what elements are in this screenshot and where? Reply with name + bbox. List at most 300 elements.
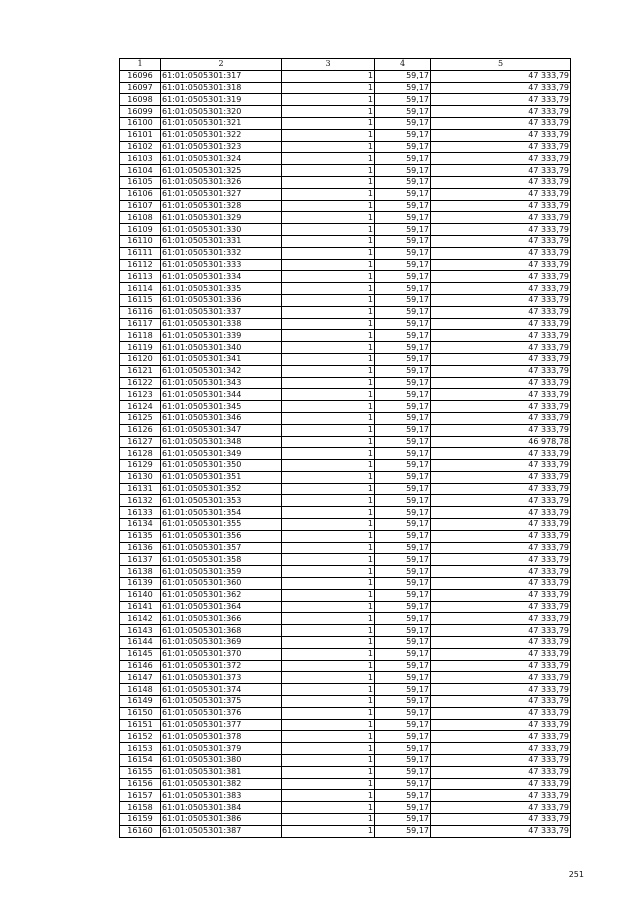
value-cell: 47 333,79	[431, 743, 571, 755]
value-cell: 47 333,79	[431, 342, 571, 354]
value-cell: 47 333,79	[431, 259, 571, 271]
row-number-cell: 16135	[120, 530, 161, 542]
value-cell: 47 333,79	[431, 542, 571, 554]
table-row	[120, 271, 571, 283]
cadastral-number-cell: 61:01:0505301:382	[161, 778, 282, 790]
quantity-cell: 1	[282, 766, 375, 778]
row-number-cell: 16100	[120, 117, 161, 129]
table-row	[120, 578, 571, 590]
area-cell: 59,17	[375, 731, 431, 743]
row-number-cell: 16099	[120, 106, 161, 118]
quantity-cell: 1	[282, 755, 375, 767]
cadastral-number-cell: 61:01:0505301:355	[161, 519, 282, 531]
quantity-cell: 1	[282, 389, 375, 401]
row-number-cell: 16141	[120, 601, 161, 613]
table-row	[120, 530, 571, 542]
value-cell: 47 333,79	[431, 353, 571, 365]
cadastral-number-cell: 61:01:0505301:340	[161, 342, 282, 354]
column-header-2: 2	[161, 59, 282, 71]
cadastral-number-cell: 61:01:0505301:370	[161, 648, 282, 660]
row-number-cell: 16121	[120, 365, 161, 377]
cadastral-number-cell: 61:01:0505301:375	[161, 696, 282, 708]
quantity-cell: 1	[282, 814, 375, 826]
value-cell: 47 333,79	[431, 601, 571, 613]
table-row	[120, 601, 571, 613]
row-number-cell: 16122	[120, 377, 161, 389]
area-cell: 59,17	[375, 707, 431, 719]
area-cell: 59,17	[375, 247, 431, 259]
quantity-cell: 1	[282, 318, 375, 330]
row-number-cell: 16124	[120, 401, 161, 413]
quantity-cell: 1	[282, 802, 375, 814]
cadastral-number-cell: 61:01:0505301:359	[161, 566, 282, 578]
cadastral-number-cell: 61:01:0505301:378	[161, 731, 282, 743]
quantity-cell: 1	[282, 448, 375, 460]
table-row	[120, 637, 571, 649]
quantity-cell: 1	[282, 82, 375, 94]
cadastral-number-cell: 61:01:0505301:369	[161, 637, 282, 649]
row-number-cell: 16110	[120, 235, 161, 247]
quantity-cell: 1	[282, 235, 375, 247]
cadastral-number-cell: 61:01:0505301:318	[161, 82, 282, 94]
row-number-cell: 16152	[120, 731, 161, 743]
row-number-cell: 16144	[120, 637, 161, 649]
area-cell: 59,17	[375, 259, 431, 271]
row-number-cell: 16097	[120, 82, 161, 94]
row-number-cell: 16123	[120, 389, 161, 401]
cadastral-number-cell: 61:01:0505301:331	[161, 235, 282, 247]
table-row	[120, 731, 571, 743]
table-row	[120, 176, 571, 188]
quantity-cell: 1	[282, 200, 375, 212]
row-number-cell: 16154	[120, 755, 161, 767]
quantity-cell: 1	[282, 613, 375, 625]
value-cell: 47 333,79	[431, 507, 571, 519]
quantity-cell: 1	[282, 554, 375, 566]
quantity-cell: 1	[282, 542, 375, 554]
row-number-cell: 16103	[120, 153, 161, 165]
quantity-cell: 1	[282, 589, 375, 601]
table-row	[120, 707, 571, 719]
value-cell: 47 333,79	[431, 766, 571, 778]
quantity-cell: 1	[282, 94, 375, 106]
cadastral-number-cell: 61:01:0505301:320	[161, 106, 282, 118]
row-number-cell: 16109	[120, 224, 161, 236]
quantity-cell: 1	[282, 117, 375, 129]
value-cell: 47 333,79	[431, 106, 571, 118]
area-cell: 59,17	[375, 235, 431, 247]
value-cell: 47 333,79	[431, 589, 571, 601]
table-row	[120, 188, 571, 200]
value-cell: 47 333,79	[431, 802, 571, 814]
table-row	[120, 554, 571, 566]
quantity-cell: 1	[282, 660, 375, 672]
row-number-cell: 16106	[120, 188, 161, 200]
area-cell: 59,17	[375, 153, 431, 165]
cadastral-number-cell: 61:01:0505301:362	[161, 589, 282, 601]
row-number-cell: 16111	[120, 247, 161, 259]
row-number-cell: 16105	[120, 176, 161, 188]
quantity-cell: 1	[282, 330, 375, 342]
table-row	[120, 389, 571, 401]
row-number-cell: 16102	[120, 141, 161, 153]
row-number-cell: 16107	[120, 200, 161, 212]
cadastral-number-cell: 61:01:0505301:364	[161, 601, 282, 613]
area-cell: 59,17	[375, 330, 431, 342]
area-cell: 59,17	[375, 625, 431, 637]
value-cell: 47 333,79	[431, 306, 571, 318]
value-cell: 47 333,79	[431, 460, 571, 472]
area-cell: 59,17	[375, 389, 431, 401]
cadastral-number-cell: 61:01:0505301:346	[161, 412, 282, 424]
quantity-cell: 1	[282, 247, 375, 259]
table-row	[120, 259, 571, 271]
area-cell: 59,17	[375, 271, 431, 283]
cadastral-number-cell: 61:01:0505301:349	[161, 448, 282, 460]
row-number-cell: 16126	[120, 424, 161, 436]
value-cell: 47 333,79	[431, 483, 571, 495]
cadastral-number-cell: 61:01:0505301:317	[161, 70, 282, 82]
row-number-cell: 16125	[120, 412, 161, 424]
row-number-cell: 16112	[120, 259, 161, 271]
table-row	[120, 401, 571, 413]
row-number-cell: 16133	[120, 507, 161, 519]
area-cell: 59,17	[375, 306, 431, 318]
value-cell: 47 333,79	[431, 412, 571, 424]
table-row	[120, 342, 571, 354]
value-cell: 47 333,79	[431, 318, 571, 330]
value-cell: 47 333,79	[431, 530, 571, 542]
table-row	[120, 625, 571, 637]
row-number-cell: 16132	[120, 495, 161, 507]
value-cell: 47 333,79	[431, 165, 571, 177]
area-cell: 59,17	[375, 353, 431, 365]
row-number-cell: 16159	[120, 814, 161, 826]
quantity-cell: 1	[282, 401, 375, 413]
cadastral-number-cell: 61:01:0505301:353	[161, 495, 282, 507]
value-cell: 47 333,79	[431, 578, 571, 590]
table-row	[120, 377, 571, 389]
table-row	[120, 306, 571, 318]
row-number-cell: 16143	[120, 625, 161, 637]
value-cell: 47 333,79	[431, 224, 571, 236]
page-number: 251	[568, 870, 584, 879]
area-cell: 59,17	[375, 188, 431, 200]
table-row	[120, 153, 571, 165]
table-row	[120, 696, 571, 708]
table-row	[120, 283, 571, 295]
value-cell: 47 333,79	[431, 401, 571, 413]
area-cell: 59,17	[375, 672, 431, 684]
area-cell: 59,17	[375, 601, 431, 613]
quantity-cell: 1	[282, 436, 375, 448]
area-cell: 59,17	[375, 460, 431, 472]
table-body	[120, 70, 571, 837]
row-number-cell: 16153	[120, 743, 161, 755]
value-cell: 47 333,79	[431, 141, 571, 153]
quantity-cell: 1	[282, 825, 375, 837]
area-cell: 59,17	[375, 495, 431, 507]
table-row	[120, 542, 571, 554]
row-number-cell: 16117	[120, 318, 161, 330]
cadastral-number-cell: 61:01:0505301:374	[161, 684, 282, 696]
cadastral-number-cell: 61:01:0505301:332	[161, 247, 282, 259]
quantity-cell: 1	[282, 519, 375, 531]
area-cell: 59,17	[375, 294, 431, 306]
quantity-cell: 1	[282, 259, 375, 271]
quantity-cell: 1	[282, 106, 375, 118]
area-cell: 59,17	[375, 743, 431, 755]
value-cell: 47 333,79	[431, 153, 571, 165]
quantity-cell: 1	[282, 483, 375, 495]
value-cell: 47 333,79	[431, 672, 571, 684]
value-cell: 47 333,79	[431, 82, 571, 94]
area-cell: 59,17	[375, 766, 431, 778]
area-cell: 59,17	[375, 176, 431, 188]
cadastral-number-cell: 61:01:0505301:330	[161, 224, 282, 236]
value-cell: 47 333,79	[431, 660, 571, 672]
cadastral-number-cell: 61:01:0505301:342	[161, 365, 282, 377]
cadastral-number-cell: 61:01:0505301:376	[161, 707, 282, 719]
row-number-cell: 16137	[120, 554, 161, 566]
area-cell: 59,17	[375, 519, 431, 531]
quantity-cell: 1	[282, 365, 375, 377]
cadastral-number-cell: 61:01:0505301:387	[161, 825, 282, 837]
cadastral-number-cell: 61:01:0505301:366	[161, 613, 282, 625]
table-row	[120, 483, 571, 495]
cadastral-number-cell: 61:01:0505301:324	[161, 153, 282, 165]
table-row	[120, 814, 571, 826]
area-cell: 59,17	[375, 719, 431, 731]
value-cell: 47 333,79	[431, 613, 571, 625]
cadastral-number-cell: 61:01:0505301:350	[161, 460, 282, 472]
quantity-cell: 1	[282, 578, 375, 590]
quantity-cell: 1	[282, 224, 375, 236]
data-table	[119, 58, 571, 838]
area-cell: 59,17	[375, 790, 431, 802]
area-cell: 59,17	[375, 696, 431, 708]
row-number-cell: 16108	[120, 212, 161, 224]
value-cell: 47 333,79	[431, 648, 571, 660]
value-cell: 47 333,79	[431, 389, 571, 401]
quantity-cell: 1	[282, 342, 375, 354]
value-cell: 47 333,79	[431, 495, 571, 507]
value-cell: 47 333,79	[431, 330, 571, 342]
table-row	[120, 141, 571, 153]
cadastral-number-cell: 61:01:0505301:368	[161, 625, 282, 637]
cadastral-number-cell: 61:01:0505301:338	[161, 318, 282, 330]
cadastral-number-cell: 61:01:0505301:341	[161, 353, 282, 365]
quantity-cell: 1	[282, 707, 375, 719]
cadastral-number-cell: 61:01:0505301:319	[161, 94, 282, 106]
table-row	[120, 235, 571, 247]
cadastral-number-cell: 61:01:0505301:351	[161, 471, 282, 483]
cadastral-number-cell: 61:01:0505301:354	[161, 507, 282, 519]
cadastral-number-cell: 61:01:0505301:343	[161, 377, 282, 389]
quantity-cell: 1	[282, 212, 375, 224]
table-row	[120, 436, 571, 448]
value-cell: 47 333,79	[431, 129, 571, 141]
row-number-cell: 16150	[120, 707, 161, 719]
value-cell: 47 333,79	[431, 247, 571, 259]
area-cell: 59,17	[375, 660, 431, 672]
area-cell: 59,17	[375, 448, 431, 460]
value-cell: 47 333,79	[431, 719, 571, 731]
area-cell: 59,17	[375, 554, 431, 566]
cadastral-number-cell: 61:01:0505301:383	[161, 790, 282, 802]
cadastral-number-cell: 61:01:0505301:372	[161, 660, 282, 672]
quantity-cell: 1	[282, 271, 375, 283]
table-row	[120, 330, 571, 342]
cadastral-number-cell: 61:01:0505301:321	[161, 117, 282, 129]
table-row	[120, 224, 571, 236]
quantity-cell: 1	[282, 176, 375, 188]
cadastral-number-cell: 61:01:0505301:380	[161, 755, 282, 767]
quantity-cell: 1	[282, 601, 375, 613]
cadastral-number-cell: 61:01:0505301:381	[161, 766, 282, 778]
cadastral-number-cell: 61:01:0505301:356	[161, 530, 282, 542]
row-number-cell: 16136	[120, 542, 161, 554]
value-cell: 47 333,79	[431, 566, 571, 578]
area-cell: 59,17	[375, 483, 431, 495]
area-cell: 59,17	[375, 648, 431, 660]
table-row	[120, 566, 571, 578]
table-row	[120, 129, 571, 141]
quantity-cell: 1	[282, 696, 375, 708]
row-number-cell: 16131	[120, 483, 161, 495]
value-cell: 47 333,79	[431, 235, 571, 247]
quantity-cell: 1	[282, 790, 375, 802]
value-cell: 46 978,78	[431, 436, 571, 448]
column-header-3: 3	[282, 59, 375, 71]
row-number-cell: 16156	[120, 778, 161, 790]
row-number-cell: 16138	[120, 566, 161, 578]
quantity-cell: 1	[282, 165, 375, 177]
quantity-cell: 1	[282, 778, 375, 790]
column-header-5: 5	[431, 59, 571, 71]
area-cell: 59,17	[375, 684, 431, 696]
table-row	[120, 365, 571, 377]
cadastral-number-cell: 61:01:0505301:386	[161, 814, 282, 826]
table-row	[120, 660, 571, 672]
value-cell: 47 333,79	[431, 755, 571, 767]
row-number-cell: 16119	[120, 342, 161, 354]
table-row	[120, 766, 571, 778]
row-number-cell: 16145	[120, 648, 161, 660]
quantity-cell: 1	[282, 353, 375, 365]
row-number-cell: 16146	[120, 660, 161, 672]
quantity-cell: 1	[282, 566, 375, 578]
cadastral-number-cell: 61:01:0505301:339	[161, 330, 282, 342]
area-cell: 59,17	[375, 471, 431, 483]
area-cell: 59,17	[375, 578, 431, 590]
value-cell: 47 333,79	[431, 448, 571, 460]
quantity-cell: 1	[282, 507, 375, 519]
row-number-cell: 16142	[120, 613, 161, 625]
quantity-cell: 1	[282, 719, 375, 731]
value-cell: 47 333,79	[431, 778, 571, 790]
cadastral-number-cell: 61:01:0505301:325	[161, 165, 282, 177]
area-cell: 59,17	[375, 94, 431, 106]
cadastral-number-cell: 61:01:0505301:379	[161, 743, 282, 755]
cadastral-number-cell: 61:01:0505301:384	[161, 802, 282, 814]
row-number-cell: 16129	[120, 460, 161, 472]
area-cell: 59,17	[375, 401, 431, 413]
row-number-cell: 16140	[120, 589, 161, 601]
column-header-4: 4	[375, 59, 431, 71]
value-cell: 47 333,79	[431, 424, 571, 436]
area-cell: 59,17	[375, 200, 431, 212]
table-row	[120, 613, 571, 625]
row-number-cell: 16115	[120, 294, 161, 306]
table-row	[120, 212, 571, 224]
row-number-cell: 16158	[120, 802, 161, 814]
value-cell: 47 333,79	[431, 271, 571, 283]
quantity-cell: 1	[282, 625, 375, 637]
row-number-cell: 16151	[120, 719, 161, 731]
cadastral-number-cell: 61:01:0505301:357	[161, 542, 282, 554]
row-number-cell: 16118	[120, 330, 161, 342]
row-number-cell: 16104	[120, 165, 161, 177]
cadastral-number-cell: 61:01:0505301:327	[161, 188, 282, 200]
table-row	[120, 200, 571, 212]
cadastral-number-cell: 61:01:0505301:334	[161, 271, 282, 283]
cadastral-number-cell: 61:01:0505301:377	[161, 719, 282, 731]
area-cell: 59,17	[375, 637, 431, 649]
value-cell: 47 333,79	[431, 814, 571, 826]
row-number-cell: 16139	[120, 578, 161, 590]
area-cell: 59,17	[375, 530, 431, 542]
value-cell: 47 333,79	[431, 94, 571, 106]
area-cell: 59,17	[375, 318, 431, 330]
table-row	[120, 82, 571, 94]
value-cell: 47 333,79	[431, 471, 571, 483]
row-number-cell: 16149	[120, 696, 161, 708]
area-cell: 59,17	[375, 436, 431, 448]
table-row	[120, 294, 571, 306]
area-cell: 59,17	[375, 412, 431, 424]
quantity-cell: 1	[282, 460, 375, 472]
table-row	[120, 94, 571, 106]
cadastral-number-cell: 61:01:0505301:336	[161, 294, 282, 306]
cadastral-number-cell: 61:01:0505301:326	[161, 176, 282, 188]
quantity-cell: 1	[282, 743, 375, 755]
row-number-cell: 16160	[120, 825, 161, 837]
row-number-cell: 16134	[120, 519, 161, 531]
cadastral-number-cell: 61:01:0505301:344	[161, 389, 282, 401]
table-row	[120, 672, 571, 684]
table-row	[120, 117, 571, 129]
table-row	[120, 778, 571, 790]
quantity-cell: 1	[282, 637, 375, 649]
row-number-cell: 16130	[120, 471, 161, 483]
value-cell: 47 333,79	[431, 625, 571, 637]
quantity-cell: 1	[282, 731, 375, 743]
quantity-cell: 1	[282, 70, 375, 82]
quantity-cell: 1	[282, 377, 375, 389]
cadastral-number-cell: 61:01:0505301:328	[161, 200, 282, 212]
area-cell: 59,17	[375, 778, 431, 790]
area-cell: 59,17	[375, 589, 431, 601]
value-cell: 47 333,79	[431, 294, 571, 306]
value-cell: 47 333,79	[431, 188, 571, 200]
table-row	[120, 448, 571, 460]
table-row	[120, 495, 571, 507]
quantity-cell: 1	[282, 530, 375, 542]
table-row	[120, 648, 571, 660]
value-cell: 47 333,79	[431, 696, 571, 708]
row-number-cell: 16096	[120, 70, 161, 82]
